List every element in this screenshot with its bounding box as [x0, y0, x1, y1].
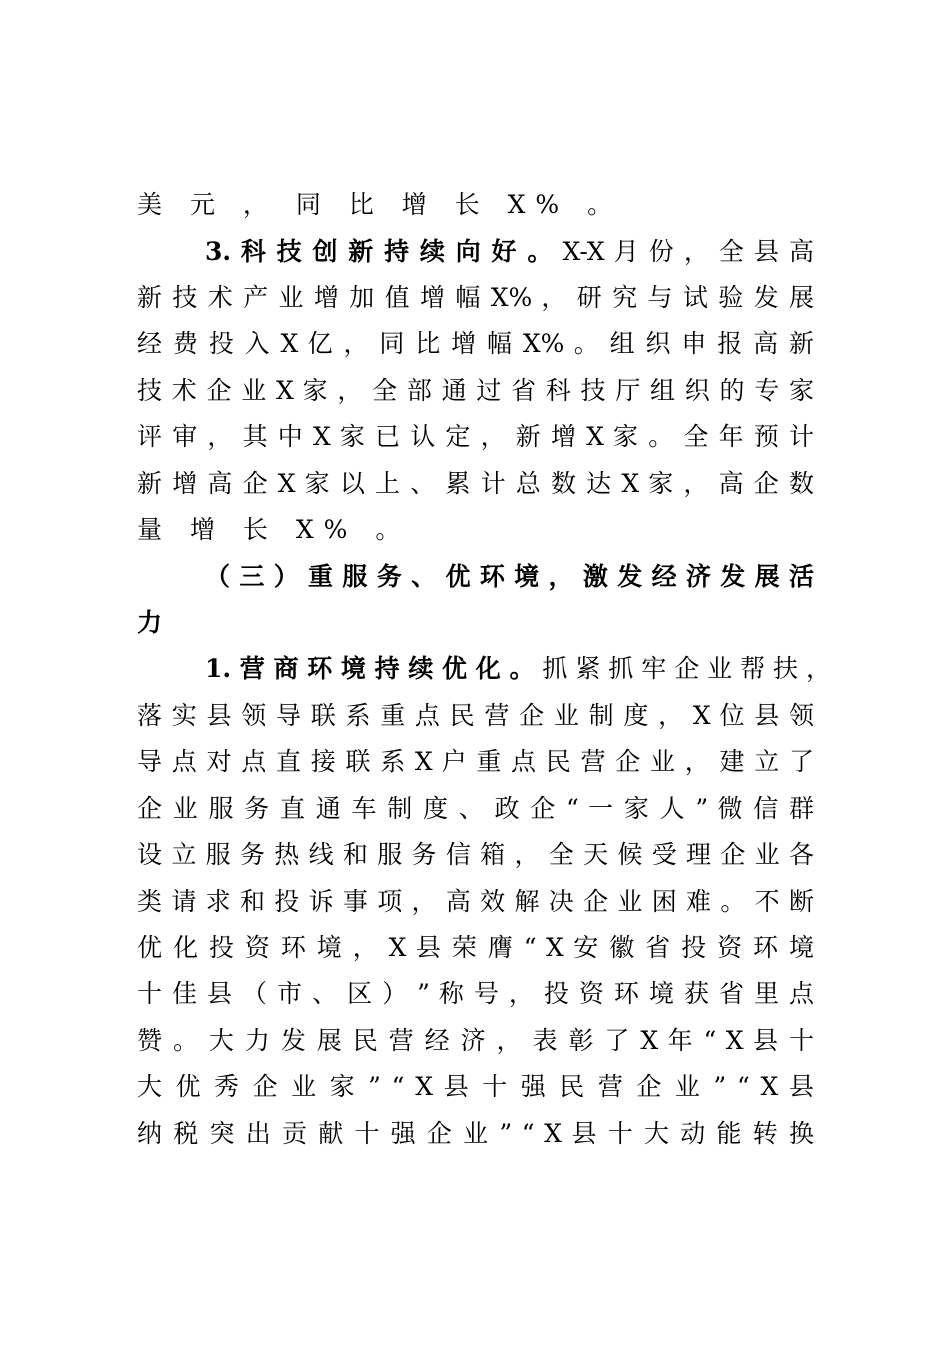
text-line [205, 645, 831, 692]
text-line: 纳 税 突 出 贡 献 十 强 企 业 ” “ X 县 十 大 动 能 转 换 [137, 1119, 814, 1148]
text-line: 落 实 县 领 导 联 系 重 点 民 营 企 业 制 度 ， X 位 县 领 [137, 701, 814, 730]
text-line: 评 审 ， 其 中 X 家 已 认 定 ， 新 增 X 家 。 全 年 预 计 [137, 422, 814, 451]
text-fragment: 抓 紧 抓 牢 企 业 帮 扶 ， [542, 654, 831, 683]
section-heading: （ 三 ） 重 服 务 、 优 环 境 ， 激 发 经 济 发 展 活 [205, 562, 814, 591]
section-heading-continued: 力 [137, 608, 173, 637]
text-line: 新 增 高 企 X 家 以 上 、 累 计 总 数 达 X 家 ， 高 企 数 [137, 469, 814, 498]
text-line: 新 技 术 产 业 增 加 值 增 幅 X% ， 研 究 与 试 验 发 展 [137, 283, 814, 312]
text-line [205, 228, 814, 275]
text-line: 导 点 对 点 直 接 联 系 X 户 重 点 民 营 企 业 ， 建 立 了 [137, 747, 814, 776]
heading-business-environment: 1. 营 商 环 境 持 续 优 化 。 [205, 654, 535, 683]
text-line: 赞 。 大 力 发 展 民 营 经 济 ， 表 彰 了 X 年 “ X 县 十 [137, 1026, 814, 1055]
text-fragment: X-X 月 份 ， 全 县 高 [562, 237, 815, 266]
text-line: 优 化 投 资 环 境 ， X 县 荣 膺 “ X 安 徽 省 投 资 环 境 [137, 933, 814, 962]
heading-tech-innovation: 3. 科 技 创 新 持 续 向 好 。 [205, 237, 554, 266]
text-line: 经 费 投 入 X 亿 ， 同 比 增 幅 X% 。 组 织 申 报 高 新 [137, 329, 814, 358]
text-line: 量 增 长 X% 。 [137, 515, 411, 544]
text-line: 大 优 秀 企 业 家 ” “ X 县 十 强 民 营 企 业 ” “ X 县 [137, 1072, 814, 1101]
text-line: 美 元 ， 同 比 增 长 X% 。 [137, 190, 623, 219]
text-line: 设 立 服 务 热 线 和 服 务 信 箱 ， 全 天 候 受 理 企 业 各 [137, 840, 814, 869]
text-line: 类 请 求 和 投 诉 事 项 ， 高 效 解 决 企 业 困 难 。 不 断 [137, 887, 814, 916]
text-line: 十 佳 县 （ 市 、 区 ） ” 称 号 ， 投 资 环 境 获 省 里 点 [137, 979, 814, 1008]
text-line: 企 业 服 务 直 通 车 制 度 、 政 企 “ 一 家 人 ” 微 信 群 [137, 794, 814, 823]
text-line: 技 术 企 业 X 家 ， 全 部 通 过 省 科 技 厅 组 织 的 专 家 [137, 376, 814, 405]
